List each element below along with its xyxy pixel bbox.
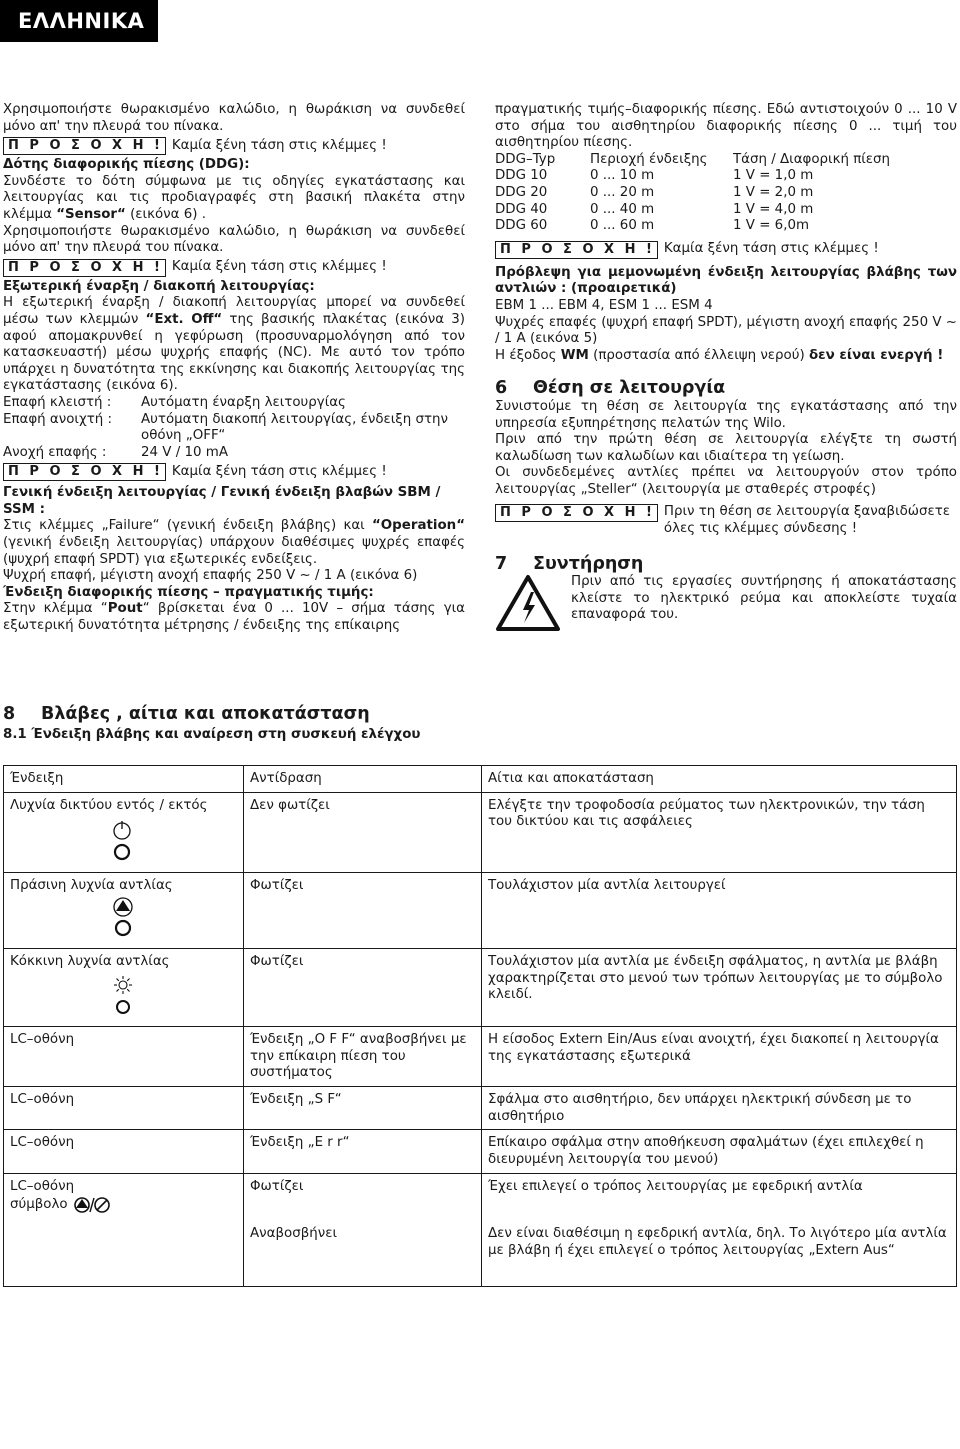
paragraph: Συνδέστε το δότη σύμφωνα με τις οδηγίες εγκατάστασης και λειτουργίας και τις προδιαγραφές στη βασική πλακέτα στην κλέμμα “Sensor“ (εικόνα 6) . <box>3 173 465 222</box>
table-row: LC–οθόνη Ένδειξη „E r r“ Επίκαιρο σφάλμα στην αποθήκευση σφαλμάτων (έχει επιλεχθεί η διευρυμένη λειτουργία του μενού) <box>4 1130 957 1174</box>
section-8-1-heading: 8.1 Ένδειξη βλάβης και αναίρεση στη συσκευή ελέγχου <box>3 726 421 742</box>
paragraph: πραγματικής τιμής–διαφορικής πίεσης. Εδώ αντιστοιχούν 0 ... 10 V στο σήμα του αισθητηρίου διαφορικής πίεσης 0 ... τιμή του αισθητηρίου πίεσης. <box>495 102 957 151</box>
table-row: LC–οθόνη σύμβολο Φωτίζει Έχει επιλεγεί ο τρόπος λειτουργίας με εφεδρική αντλία <box>4 1174 957 1222</box>
paragraph: Ψυχρές επαφές (ψυχρή επαφή SPDT), μέγιστη ανοχή επαφής 250 V ~ / 1 A (εικόνα 5) <box>495 314 957 347</box>
ebm-heading: Πρόβλεψη για μεμονωμένη ένδειξη λειτουργίας βλάβης των αντλιών : (προαιρετικά) <box>495 264 957 297</box>
paragraph: Η έξοδος WM (προστασία από έλλειψη νερού) δεν είναι ενεργή ! <box>495 347 944 363</box>
table-row: Πράσινη λυχνία αντλίας Φωτίζει Τουλάχιστον μία αντλία λειτουργεί <box>4 872 957 948</box>
warning-notice: Π Ρ Ο Σ Ο Χ Η ! Καμία ξένη τάση στις κλέμμες ! <box>3 137 465 155</box>
warning-notice: Π Ρ Ο Σ Ο Χ Η ! Καμία ξένη τάση στις κλέμμες ! <box>3 259 465 277</box>
section-8 <box>3 706 903 743</box>
column-header: Αντίδραση <box>244 766 482 793</box>
ddg-table <box>495 152 957 235</box>
warning-label: Π Ρ Ο Σ Ο Χ Η ! <box>3 463 166 481</box>
paragraph: Πριν από την πρώτη θέση σε λειτουργία ελέγξτε τη σωστή καλωδίωση των καλωδίων και ιδιαίτερα τη γείωση. <box>495 432 957 464</box>
ddg-heading: Δότης διαφορικής πίεσης (DDG): <box>3 157 250 173</box>
actual-value-heading: Ένδειξη διαφορικής πίεσης – πραγματικής τιμής: <box>3 584 374 600</box>
column-header: Ένδειξη <box>4 766 244 793</box>
ddg-row: DDG 40 0 ... 40 m 1 V = 4,0 m <box>495 201 814 217</box>
section-7-heading: 7 Συντήρηση <box>495 553 644 574</box>
paragraph: Οι συνδεδεμένες αντλίες πρέπει να λειτουργούν στον τρόπο λειτουργίας „Steller“ (λειτουργία με σταθερές στροφές) <box>495 465 957 497</box>
paragraph: Συνιστούμε τη θέση σε λειτουργία της εγκατάστασης από την υπηρεσία εξυπηρέτησης πελατών της Wilo. <box>495 398 957 431</box>
contact-row: Επαφή ανοιχτή : Αυτόματη διακοπή λειτουργίας, ένδειξη στην οθόνη „OFF“ <box>3 411 449 444</box>
warning-notice: Π Ρ Ο Σ Ο Χ Η ! Καμία ξένη τάση στις κλέμμες ! <box>495 241 957 259</box>
section-8-heading: 8 Βλάβες , αίτια και αποκατάσταση <box>3 704 370 724</box>
fault-lamp-icon <box>112 975 134 1017</box>
ddg-row: DDG 10 0 ... 10 m 1 V = 1,0 m <box>495 168 814 184</box>
maintenance-block <box>495 574 957 634</box>
contact-row: Επαφή κλειστή : Αυτόματη έναρξη λειτουργίας <box>3 394 346 410</box>
right-column <box>495 102 957 634</box>
paragraph: Στις κλέμμες „Failure“ (γενική ένδειξη βλάβης) και “Operation“ (γενική ένδειξη λειτουργίας) υπάρχουν διαθέσιμες ψυχρές επαφές (ψυχρή επαφή SPDT) για εξωτερικές ενδείξεις. <box>3 518 465 567</box>
table-row: LC–οθόνη Ένδειξη „S F“ Σφάλμα στο αισθητήριο, δεν υπάρχει ηλεκτρική σύνδεση με το αισθητήριο <box>4 1087 957 1130</box>
section-6-heading: 6 Θέση σε λειτουργία <box>495 378 726 399</box>
paragraph: Ψυχρή επαφή, μέγιστη ανοχή επαφής 250 V ~ / 1 A (εικόνα 6) <box>3 568 418 584</box>
paragraph: Η εξωτερική έναρξη / διακοπή λειτουργίας μπορεί να συνδεθεί μέσω των κλεμμών “Ext. Off“ της βασικής πλακέτας (εικόνα 3) αφού απομακρυνθεί η γεφύρωση (προσυναρμολόγηση από τον κατασκευαστή) μέσω ψυχρής επαφής (NC). Με αυτό τον τρόπο υπάρχει η δυνατότητα της εκκίνησης και διακοπής λειτουργίας της εγκατάστασης (εικόνα 6). <box>3 295 465 394</box>
ddg-row: DDG–Typ Περιοχή ένδειξης Τάση / Διαφορική πίεση <box>495 151 891 167</box>
paragraph: Χρησιμοποιήστε θωρακισμένο καλώδιο, η θωράκιση να συνδεθεί μόνο απ' την πλευρά του πίνακα. <box>3 223 465 256</box>
warning-label: Π Ρ Ο Σ Ο Χ Η ! <box>495 504 658 522</box>
electrical-hazard-icon <box>495 574 561 632</box>
table-row: Λυχνία δικτύου εντός / εκτός Δεν φωτίζει Ελέγξτε την τροφοδοσία ρεύματος των ηλεκτρονικών, την τάση του δικτύου και τις ασφάλειες <box>4 792 957 872</box>
sbm-heading: Γενική ένδειξη λειτουργίας / Γενική ένδειξη βλαβών SBM / SSM : <box>3 485 441 517</box>
table-row: Κόκκινη λυχνία αντλίας Φωτίζει Τουλάχιστον μία αντλία με ένδειξη σφάλματος, η αντλία με βλάβη χαρακτηρίζεται στο μενού των τρόπων λειτουργίας με το σύμβολο κλειδί. <box>4 948 957 1026</box>
column-header: Αίτια και αποκατάσταση <box>482 766 957 793</box>
warning-label: Π Ρ Ο Σ Ο Χ Η ! <box>3 137 166 155</box>
table-header-row <box>4 766 957 793</box>
ext-heading: Εξωτερική έναρξη / διακοπή λειτουργίας: <box>3 278 315 294</box>
power-lamp-icon <box>112 820 132 862</box>
warning-label: Π Ρ Ο Σ Ο Χ Η ! <box>3 259 166 277</box>
table-row: Αναβοσβήνει Δεν είναι διαθέσιμη η εφεδρική αντλία, δηλ. Το λιγότερο μία αντλία με βλάβη ή έχει επιλεγεί ο τρόπος λειτουργίας „Extern Aus“ <box>4 1221 957 1287</box>
pump-lamp-icon <box>112 896 134 938</box>
table-row: LC–οθόνη Ένδειξη „O F F“ αναβοσβήνει με την επίκαιρη πίεση του συστήματος Η είσοδος Extern Ein/Aus είναι ανοιχτή, έχει διακοπεί η λειτουργία της εγκατάστασης εξωτερικά <box>4 1027 957 1087</box>
paragraph: Στην κλέμμα “Pout“ βρίσκεται ένα 0 ... 10V – σήμα τάσης για εξωτερική δυνατότητα μέτρησης / ένδειξης της επίκαιρης <box>3 601 465 634</box>
language-tab: ΕΛΛΗΝΙΚΑ <box>0 0 158 42</box>
warning-notice: Π Ρ Ο Σ Ο Χ Η ! Πριν τη θέση σε λειτουργία ξαναβιδώσετε όλες τις κλέμμες σύνδεσης ! <box>495 504 957 537</box>
left-column <box>3 102 465 635</box>
warning-label: Π Ρ Ο Σ Ο Χ Η ! <box>495 241 658 259</box>
standby-pump-icon <box>74 1196 110 1214</box>
contact-row: Ανοχή επαφής : 24 V / 10 mA <box>3 444 228 460</box>
paragraph: Πριν από τις εργασίες συντήρησης ή αποκατάστασης κλείστε το ηλεκτρικό ρεύμα και αποκλείστε τυχαία επαναφορά του. <box>571 574 957 623</box>
paragraph: EBM 1 ... EBM 4, ESM 1 ... ESM 4 <box>495 297 713 313</box>
ddg-row: DDG 60 0 ... 60 m 1 V = 6,0m <box>495 218 810 234</box>
fault-table <box>3 765 957 1287</box>
warning-notice: Π Ρ Ο Σ Ο Χ Η ! Καμία ξένη τάση στις κλέμμες ! <box>3 463 465 481</box>
paragraph: Χρησιμοποιήστε θωρακισμένο καλώδιο, η θωράκιση να συνδεθεί μόνο απ' την πλευρά του πίνακα. <box>3 102 465 134</box>
ddg-row: DDG 20 0 ... 20 m 1 V = 2,0 m <box>495 184 814 200</box>
